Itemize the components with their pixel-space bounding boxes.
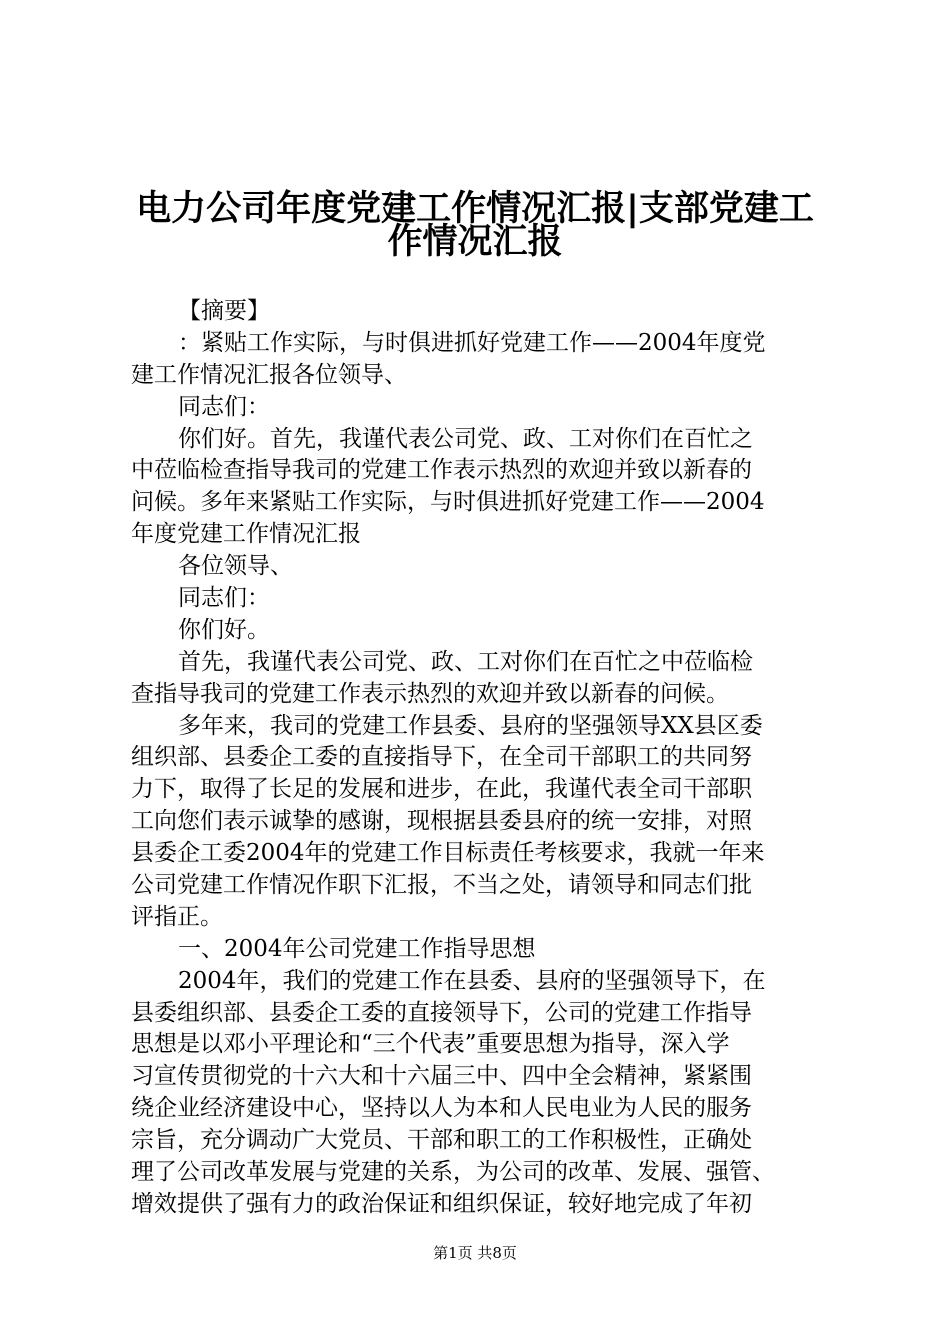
text-line: 建工作情况汇报各位领导、	[131, 361, 407, 388]
text-line: 理了公司改革发展与党建的关系，为公司的改革、发展、强管、	[131, 1159, 775, 1186]
text-line: 同志们：	[178, 585, 270, 612]
text-line: 宗旨，充分调动广大党员、干部和职工的工作积极性，正确处	[131, 1127, 752, 1154]
document-title-line-2: 作情况汇报	[387, 222, 563, 262]
text-line: 县委组织部、县委企工委的直接领导下，公司的党建工作指导	[131, 999, 752, 1026]
page-footer: 第1页 共8页	[433, 1244, 517, 1262]
text-line: 查指导我司的党建工作表示热烈的欢迎并致以新春的问候。	[131, 680, 729, 707]
text-line: ：紧贴工作实际，与时俱进抓好党建工作——2004年度党	[178, 329, 766, 356]
document-body	[131, 296, 831, 1221]
text-line: 你们好。	[178, 616, 270, 643]
text-line: 绕企业经济建设中心，坚持以人为本和人民电业为人民的服务	[131, 1095, 752, 1122]
text-line: 公司党建工作情况作职下汇报，不当之处，请领导和同志们批	[131, 872, 752, 899]
text-line: 一、2004年公司党建工作指导思想	[178, 935, 536, 962]
text-line: 习宣传贯彻党的十六大和十六届三中、四中全会精神，紧紧围	[131, 1063, 752, 1090]
text-line: 2004年，我们的党建工作在县委、县府的坚强领导下，在	[178, 967, 766, 994]
text-line: 问候。多年来紧贴工作实际，与时俱进抓好党建工作——2004	[131, 489, 765, 516]
text-line: 同志们：	[178, 393, 270, 420]
text-line: 县委企工委2004年的党建工作目标责任考核要求，我就一年来	[131, 840, 765, 867]
text-line: 思想是以邓小平理论和“三个代表”重要思想为指导，深入学	[131, 1031, 730, 1058]
text-line: 力下，取得了长足的发展和进步，在此，我谨代表全司干部职	[131, 776, 752, 803]
text-line: 多年来，我司的党建工作县委、县府的坚强领导XX县区委	[178, 712, 763, 739]
text-line: 增效提供了强有力的政治保证和组织保证，较好地完成了年初	[131, 1190, 752, 1217]
text-line: 首先，我谨代表公司党、政、工对你们在百忙之中莅临检	[178, 648, 753, 675]
text-line: 评指正。	[131, 903, 223, 930]
text-line: 中莅临检查指导我司的党建工作表示热烈的欢迎并致以新春的	[131, 457, 752, 484]
text-line: 年度党建工作情况汇报	[131, 521, 361, 548]
text-line: 你们好。首先，我谨代表公司党、政、工对你们在百忙之	[178, 425, 753, 452]
text-line: 工向您们表示诚挚的感谢，现根据县委县府的统一安排，对照	[131, 808, 752, 835]
text-line: 【摘要】	[178, 298, 270, 324]
document-title-line-1: 电力公司年度党建工作情况汇报|支部党建工	[136, 189, 814, 229]
text-line: 各位领导、	[178, 553, 293, 580]
text-line: 组织部、县委企工委的直接指导下，在全司干部职工的共同努	[131, 744, 752, 771]
